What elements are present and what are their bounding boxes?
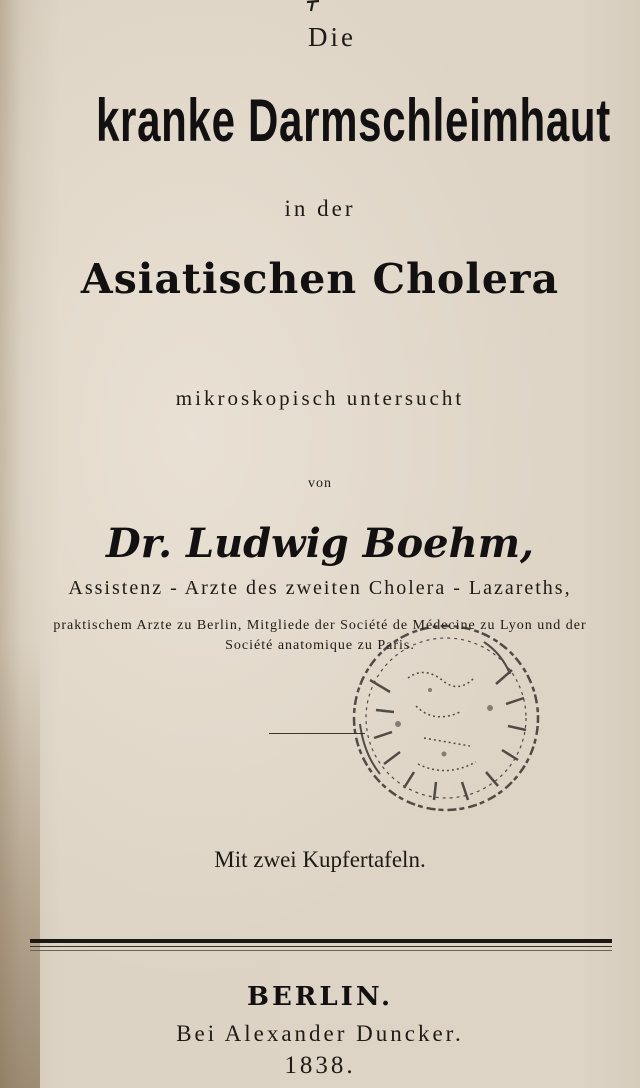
author-affiliation-line1: praktischem Arzte zu Berlin, Mitgliede der Société de Médecine zu Lyon und der [53,618,587,633]
ink-mark-icon [306,0,320,12]
title-in-der: in der [284,196,356,221]
imprint-year: 1838. [284,1052,356,1079]
author-affiliation-line2: Société anatomique zu Paris. [225,638,415,653]
author-position: Assistenz - Arzte des zweiten Cholera - Lazareths, [68,577,572,599]
imprint-place: BERLIN. [247,982,393,1012]
library-stamp-icon [334,614,564,836]
author-name: Dr. Ludwig Boehm, [106,520,534,567]
title-die: Die [308,22,356,52]
disease-title: Asiatischen Cholera [80,255,560,303]
by-line: von [308,476,332,491]
subtitle: mikroskopisch untersucht [175,386,465,410]
plates-note: Mit zwei Kupfertafeln. [214,847,426,872]
imprint-publisher: Bei Alexander Duncker. [176,1021,464,1046]
double-rule-divider [30,939,612,951]
main-title: kranke Darmschleimhaut [96,87,611,154]
